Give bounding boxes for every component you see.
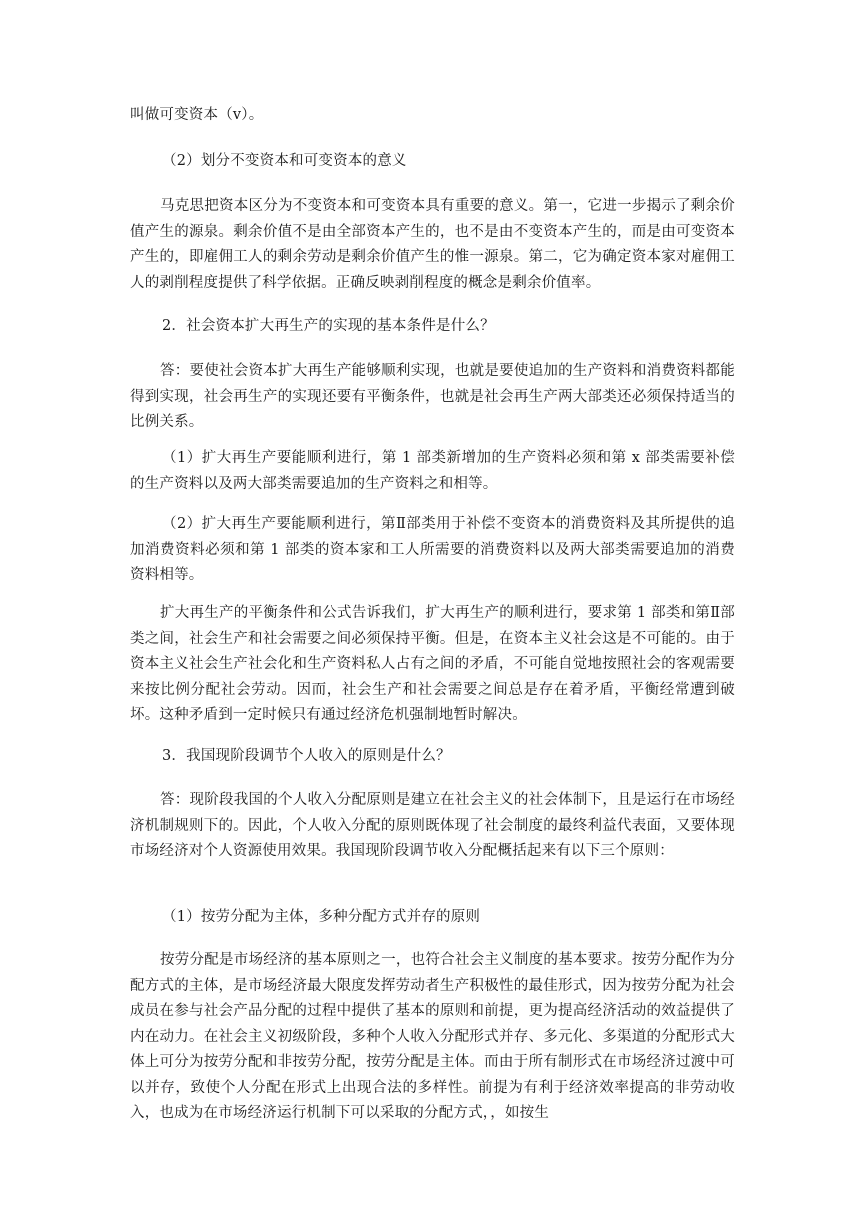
answer-3-paragraph: 答：现阶段我国的个人收入分配原则是建立在社会主义的社会体制下，且是运行在市场经济机制规则下的。因此，个人收入分配的原则既体现了社会制度的最终利益代表面，又要体现市场经济对个人资源使用效果。我国现阶段调节收入分配概括起来有以下三个原则： <box>130 792 735 859</box>
paragraph-marx-capital-division: 马克思把资本区分为不变资本和可变资本具有重要的意义。第一，它进一步揭示了剩余价值产生的源泉。剩余价值不是由全部资本产生的，也不是由不变资本产生的，而是由可变资本产生的，即雇佣工人的剩余劳动是剩余价值产生的惟一源泉。第二，它为确定资本家对雇佣工人的剥削程度提供了科学依据。正确反映剥削程度的概念是剩余价值率。 <box>130 198 735 291</box>
paragraph-variable-capital-end: 叫做可变资本（v）。 <box>130 107 264 123</box>
section-heading-significance: （2）划分不变资本和可变资本的意义 <box>162 153 407 169</box>
answer-2-paragraph: 答：要使社会资本扩大再生产能够顺利实现，也就是要使追加的生产资料和消费资料都能得到实现，社会再生产的实现还要有平衡条件，也就是社会再生产两大部类还必须保持适当的比例关系。 <box>130 363 735 430</box>
question-3-heading: 3．我国现阶段调节个人收入的原则是什么？ <box>162 748 451 764</box>
condition-1-paragraph: （1）扩大再生产要能顺利进行，第 1 部类新增加的生产资料必须和第 x 部类需要补偿的生产资料以及两大部类需要追加的生产资料之和相等。 <box>130 450 735 492</box>
balance-conditions-paragraph: 扩大再生产的平衡条件和公式告诉我们，扩大再生产的顺利进行，要求第 1 部类和第Ⅱ部类之间，社会生产和社会需要之间必须保持平衡。但是，在资本主义社会这是不可能的。由于资本主义社会生产社会化和生产资料私人占有之间的矛盾，不可能自觉地按照社会的客观需要来按比例分配社会劳动。因而，社会生产和社会需要之间总是存在着矛盾，平衡经常遭到破坏。这种矛盾到一定时候只有通过经济危机强制地暂时解决。 <box>130 605 735 723</box>
question-2-heading: 2．社会资本扩大再生产的实现的基本条件是什么？ <box>162 318 495 334</box>
distribution-by-work-paragraph: 按劳分配是市场经济的基本原则之一，也符合社会主义制度的基本要求。按劳分配作为分配方式的主体，是市场经济最大限度发挥劳动者生产积极性的最佳形式，因为按劳分配为社会成员在参与社会产品分配的过程中提供了基本的原则和前提，更为提高经济活动的效益提供了内在动力。在社会主义初级阶段，多种个人收入分配形式并存、多元化、多渠道的分配形式大体上可分为按劳分配和非按劳分配，按劳分配是主体。而由于所有制形式在市场经济过渡中可以并存，致使个人分配在形式上出现合法的多样性。前提为有利于经济效率提高的非劳动收入，也成为在市场经济运行机制下可以采取的分配方式，，如按生 <box>130 952 735 1121</box>
principle-1-heading: （1）按劳分配为主体，多种分配方式并存的原则 <box>162 909 481 925</box>
condition-2-paragraph: （2）扩大再生产要能顺利进行，第Ⅱ部类用于补偿不变资本的消费资料及其所提供的追加消费资料必须和第 1 部类的资本家和工人所需要的消费资料以及两大部类需要追加的消费资料相等。 <box>130 516 735 583</box>
